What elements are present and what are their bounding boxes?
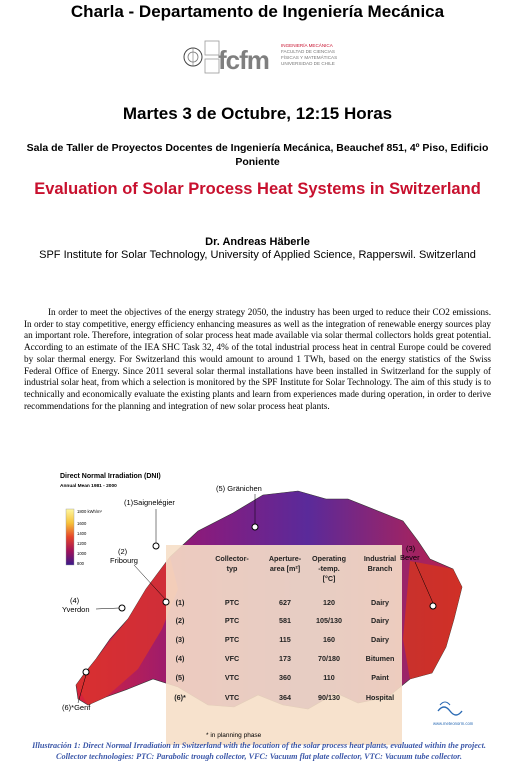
university-seal-icon — [184, 48, 202, 66]
figure-caption: Illustración 1: Direct Normal Irradiation in Switzerland with the location of the solar process heat plants, evaluated within the project. Collector technologies: PTC: Parabolic trough collector, VFC: Vacuum flat plate collector, VTC: Vacuum tube collector. — [32, 741, 486, 761]
svg-text:(5): (5) — [175, 673, 185, 682]
talk-abstract: In order to meet the objectives of the energy strategy 2050, the industry has been urged to reduce their CO2 emissions. In order to stay competitive, energy efficiency enhancing measures as well as the integration of renewable energy sources play an important role. Therefore, integration of solar process heat made available via solar thermal collectors holds great potential. According to an estimate of the IEA SHC Task 32, 4% of the total industrial process heat in central Europe could be covered by solar thermal energy. For Switzerland this would amount to around 1 TWh, based on the energy statistics of the Swiss Federal Office of Energy. Since 2011 several solar thermal installations have been installed in Switzerland for the supply of industrial solar heat, from which a selection is monitored by the SPF Institute for Solar Technology. The aim of this study is to technically and economically evaluate the existing plants and learn from experiences made during operation, in order to derive recommendations for the planning and integration of new solar process heat plants. — [24, 307, 491, 411]
svg-text:364: 364 — [279, 693, 291, 702]
table-header: Industrial — [363, 554, 397, 563]
svg-text:(1): (1) — [175, 598, 185, 607]
svg-text:(2): (2) — [118, 547, 128, 556]
legend-tick: 1600 — [77, 521, 87, 526]
logo-mark: fcfm — [218, 45, 269, 75]
svg-text:(3): (3) — [175, 635, 185, 644]
svg-text:627: 627 — [279, 598, 291, 607]
svg-text:70/180: 70/180 — [318, 654, 340, 663]
legend-tick: 800 — [77, 561, 84, 566]
svg-text:90/130: 90/130 — [318, 693, 340, 702]
svg-text:Dairy: Dairy — [371, 635, 389, 644]
svg-text:PTC: PTC — [224, 635, 240, 644]
svg-text:173: 173 — [279, 654, 291, 663]
svg-text:(1)Saignelégier: (1)Saignelégier — [124, 498, 175, 507]
talk-title: Evaluation of Solar Process Heat Systems in Switzerland — [34, 180, 481, 198]
logo-line: FACULTAD DE CIENCIAS — [281, 49, 335, 54]
svg-text:Yverdon: Yverdon — [62, 605, 90, 614]
table-header: Operating — [312, 554, 346, 563]
event-venue: Sala de Taller de Proyectos Docentes de Ingeniería Mecánica, Beauchef 851, 4º Piso, Edificio Poniente — [26, 142, 489, 168]
svg-text:115: 115 — [279, 635, 291, 644]
svg-text:160: 160 — [323, 635, 335, 644]
svg-text:Hospital: Hospital — [365, 693, 395, 702]
event-date: Martes 3 de Octubre, 12:15 Horas — [122, 104, 393, 123]
svg-text:VTC: VTC — [224, 693, 240, 702]
svg-text:(5) Gränichen: (5) Gränichen — [216, 484, 262, 493]
svg-text:VFC: VFC — [224, 654, 240, 663]
logo-line: INGENIERÍA MECÁNICA — [281, 43, 333, 48]
table-header: typ — [226, 564, 238, 573]
svg-text:(3): (3) — [406, 544, 416, 553]
svg-text:581: 581 — [279, 616, 291, 625]
legend-tick: 1400 — [77, 531, 87, 536]
logo-line: FÍSICAS Y MATEMÁTICAS — [281, 55, 338, 60]
table-header-unit: [°C] — [322, 574, 336, 583]
map-subtitle: Annual Mean 1981 - 2000 — [60, 484, 117, 489]
svg-text:110: 110 — [323, 673, 335, 682]
svg-text:Bever: Bever — [400, 553, 420, 562]
map-title: Direct Normal Irradiation (DNI) — [60, 473, 161, 480]
svg-text:105/130: 105/130 — [316, 616, 342, 625]
legend-tick: 1000 — [77, 551, 87, 556]
site-marker-yverdon — [62, 596, 125, 614]
legend-tick: 1200 — [77, 541, 87, 546]
svg-text:120: 120 — [323, 598, 335, 607]
map-credit: www.meteonorm.com — [433, 721, 474, 726]
dni-legend-bar — [66, 509, 74, 565]
svg-text:PTC: PTC — [224, 616, 240, 625]
legend-unit: 1800 kWh/m² — [77, 509, 102, 514]
table-header: Aperture- — [268, 554, 302, 563]
svg-text:Bitumen: Bitumen — [365, 654, 395, 663]
svg-text:(4): (4) — [70, 596, 80, 605]
fcfm-logo — [183, 37, 338, 81]
svg-text:VTC: VTC — [224, 673, 240, 682]
svg-text:PTC: PTC — [224, 598, 240, 607]
site-marker-saignelegier — [124, 498, 175, 549]
svg-text:(2): (2) — [175, 616, 185, 625]
svg-text:(4): (4) — [175, 654, 185, 663]
speaker-name: Dr. Andreas Häberle — [205, 236, 310, 248]
table-header: Branch — [367, 564, 393, 573]
logo-line: UNIVERSIDAD DE CHILE — [281, 61, 335, 66]
svg-text:Fribourg: Fribourg — [110, 556, 138, 565]
svg-text:360: 360 — [279, 673, 291, 682]
svg-text:Paint: Paint — [371, 673, 389, 682]
table-footnote: * in planning phase — [206, 732, 262, 739]
event-header-title: Charla - Departamento de Ingeniería Mecánica — [70, 2, 445, 21]
table-header: -temp. — [318, 564, 340, 573]
meteonorm-logo — [433, 702, 474, 726]
svg-text:(6)*: (6)* — [174, 693, 186, 702]
dni-map-figure — [58, 469, 474, 741]
speaker-affiliation: SPF Institute for Solar Technology, University of Applied Science, Rapperswil. Switzerland — [39, 249, 476, 261]
plant-table-background — [166, 545, 402, 745]
table-header: Collector- — [215, 554, 249, 563]
svg-text:(6)*Genf: (6)*Genf — [62, 703, 91, 712]
svg-text:Dairy: Dairy — [371, 616, 389, 625]
table-header: area [m²] — [269, 564, 301, 573]
svg-text:Dairy: Dairy — [371, 598, 389, 607]
